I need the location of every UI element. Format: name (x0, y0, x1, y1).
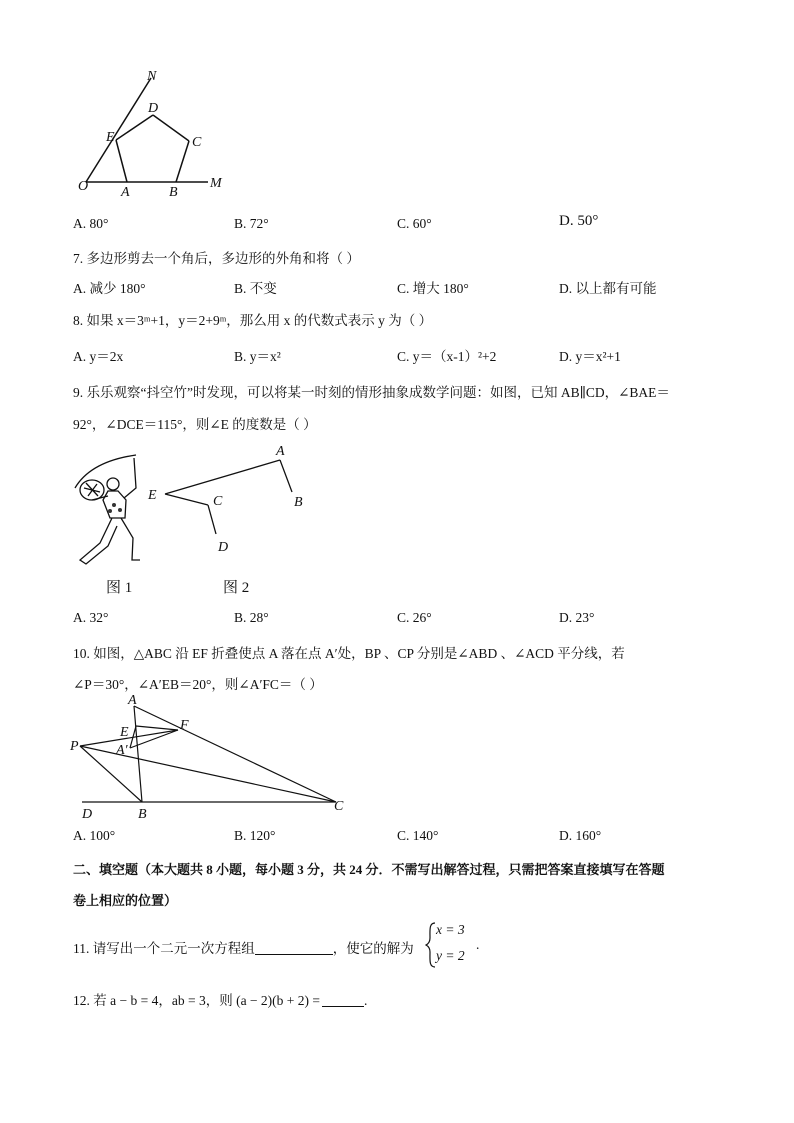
q7-option-a[interactable]: A. 减少 180° (73, 281, 146, 296)
edge-dc (153, 115, 189, 141)
label-d: D (82, 807, 93, 822)
q11-suffix: . (476, 937, 480, 952)
edge-cb (176, 141, 189, 182)
q12-answer-blank[interactable] (322, 992, 364, 1007)
q8-option-c[interactable]: C. y＝（x-1）²+2 (397, 349, 497, 364)
line-pb (80, 746, 142, 802)
label-m: M (210, 176, 222, 191)
q10-stem-line2: ∠P＝30°，∠A′EB＝20°，则∠A′FC＝（ ） (73, 677, 323, 692)
costume-dot (112, 503, 116, 507)
q9-option-a[interactable]: A. 32° (73, 610, 109, 625)
label-f: F (180, 718, 189, 733)
player-right-leg (121, 518, 140, 560)
label-a: A (276, 444, 285, 459)
q6-option-c[interactable]: C. 60° (397, 216, 432, 231)
q12-prefix: 12. 若 a − b = 4，ab = 3，则 (a − 2)(b + 2) = (73, 993, 321, 1008)
q7-stem: 7. 多边形剪去一个角后，多边形的外角和将（ ） (73, 251, 360, 266)
q10-option-d[interactable]: D. 160° (559, 828, 602, 843)
figure-q10-triangle (66, 692, 356, 822)
line-pf (80, 730, 178, 746)
line-on (86, 78, 151, 182)
q10-option-b[interactable]: B. 120° (234, 828, 276, 843)
costume-dot (108, 509, 112, 513)
q11-middle: ，使它的解为 (332, 941, 414, 956)
q9-stem-line1: 9. 乐乐观察“抖空竹”时发现，可以将某一时刻的情形抽象成数学问题：如图，已知 AB∥CD，∠BAE＝ (73, 385, 670, 400)
line-ab (134, 706, 142, 802)
section2-heading-line2: 卷上相应的位置） (73, 893, 178, 908)
q10-stem-line1: 10. 如图，△ABC 沿 EF 折叠使点 A 落在点 A′处，BP 、CP 分别是∠ABD 、∠ACD 平分线，若 (73, 646, 625, 661)
line-ec (165, 494, 208, 505)
q12-line (73, 989, 367, 1009)
fig6-aux (106, 116, 190, 192)
q10-option-a[interactable]: A. 100° (73, 828, 116, 843)
q9-caption-fig2: 图 2 (223, 580, 250, 596)
q8-stem: 8. 如果 x＝3ᵐ+1，y＝2+9ᵐ，那么用 x 的代数式表示 y 为（ ） (73, 313, 433, 328)
label-a-prime: A′ (116, 743, 128, 758)
label-a: A (121, 185, 130, 200)
q9-option-d[interactable]: D. 23° (559, 610, 595, 625)
line-ef (136, 726, 178, 730)
label-b: B (169, 185, 178, 200)
q6-option-b[interactable]: B. 72° (234, 216, 269, 231)
label-d: D (218, 540, 229, 555)
label-a: A (128, 693, 137, 708)
figure-q6-pentagon (70, 62, 240, 202)
q12-suffix: . (364, 993, 368, 1008)
q10-option-c[interactable]: C. 140° (397, 828, 439, 843)
q9-caption-fig1: 图 1 (106, 580, 133, 596)
label-b: B (138, 807, 147, 822)
q8-option-a[interactable]: A. y＝2x (73, 349, 124, 364)
q7-option-d[interactable]: D. 以上都有可能 (559, 281, 657, 296)
line-ac (134, 706, 336, 802)
q11-answer-blank[interactable] (255, 940, 333, 955)
q7-option-c[interactable]: C. 增大 180° (397, 281, 469, 296)
line-ab (280, 460, 292, 492)
label-c: C (334, 799, 344, 814)
edge-ed (116, 115, 153, 140)
label-b: B (294, 495, 303, 510)
player-right-arm (124, 458, 136, 498)
label-d: D (148, 101, 159, 116)
q9-option-c[interactable]: C. 26° (397, 610, 432, 625)
label-o: O (78, 179, 89, 194)
q6-option-a[interactable]: A. 80° (73, 216, 109, 231)
costume-dot (118, 508, 122, 512)
label-n: N (147, 69, 157, 84)
player-left-leg (80, 518, 117, 564)
q8-option-b[interactable]: B. y＝x² (234, 349, 281, 364)
player-head (107, 478, 119, 490)
label-p: P (70, 739, 79, 754)
line-ea (165, 460, 280, 494)
q7-option-b[interactable]: B. 不变 (234, 281, 277, 296)
q11-prefix: 11. 请写出一个二元一次方程组 (73, 941, 255, 956)
q6-option-d[interactable]: D. 50° (559, 213, 599, 229)
q9-option-b[interactable]: B. 28° (234, 610, 269, 625)
edge-ea (116, 140, 127, 182)
q11-equation-x: x = 3 (436, 922, 465, 937)
q11-equation-y: y = 2 (436, 948, 465, 963)
label-e: E (120, 725, 129, 740)
label-e: E (148, 488, 157, 503)
q9-stem-line2: 92°，∠DCE＝115°，则∠E 的度数是（ ） (73, 417, 317, 432)
section2-heading-line1: 二、填空题（本大题共 8 小题，每小题 3 分，共 24 分．不需写出解答过程，只需把答案直接填写在答题 (73, 862, 665, 877)
figure-q9-geometry (140, 438, 320, 558)
q8-option-d[interactable]: D. y＝x²+1 (559, 349, 621, 364)
line-cd (208, 505, 216, 534)
label-e: E (106, 130, 115, 145)
label-c: C (213, 494, 223, 509)
label-c: C (192, 135, 202, 150)
q11-line (73, 937, 414, 957)
